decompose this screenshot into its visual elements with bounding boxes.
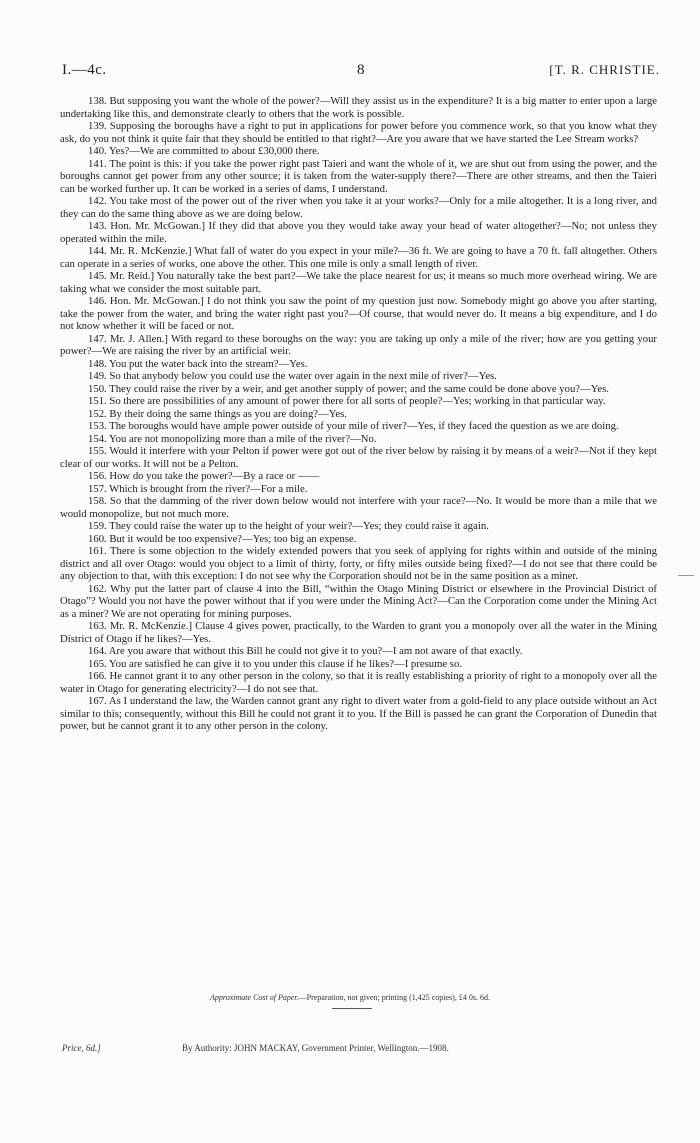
page-number: 8 (357, 62, 365, 78)
question-paragraph: 158. So that the damming of the river down below would not interfere with your race?—No. It would be more than a mile that we would monopolize, but not much more. (60, 495, 657, 520)
question-paragraph: 142. You take most of the power out of the river when you take it at your works?—Only for a mile altogether. It is a long river, and they can do the same thing above as we are doing below. (60, 195, 657, 220)
page-header (62, 62, 660, 82)
question-paragraph: 165. You are satisfied he can give it to you under this clause if he likes?—I presume so. (88, 657, 462, 670)
cost-note (0, 993, 700, 1002)
cost-text: —Preparation, not given; printing (1,425 copies), £4 0s. 6d. (298, 993, 490, 1002)
question-paragraph: 157. Which is brought from the river?—For a mile. (88, 482, 308, 495)
question-paragraph: 163. Mr. R. McKenzie.] Clause 4 gives power, practically, to the Warden to grant you a monopoly over all the water in the Mining District of Otago if he likes?—Yes. (60, 620, 657, 645)
question-paragraph: 167. As I understand the law, the Warden cannot grant any right to divert water from a gold-field to any place outside without an Act similar to this; consequently, without this Bill he could not grant it to you. If the Bill is passed he can grant the Corporation of Dunedin that power, but he cannot grant it to any other person in the colony. (60, 695, 657, 732)
printer-authority: By Authority: JOHN MACKAY, Government Printer, Wellington.—1908. (182, 1043, 449, 1053)
question-paragraph: 138. But supposing you want the whole of the power?—Will they assist us in the expenditure? It is a big matter to enter upon a large undertaking like this, and demonstrate clearly to others that the work is possible. (60, 95, 657, 120)
question-paragraph: 140. Yes?—We are committed to about £30,000 there. (88, 145, 320, 157)
question-paragraph: 139. Supposing the boroughs have a right to put in applications for power before you commence work, so that you know what they ask, do you not think it quite fair that they should be entitled to that right?—Are you aware that we have started the Lee Stream works? (60, 120, 657, 145)
question-paragraph: 148. You put the water back into the stream?—Yes. (88, 357, 308, 370)
question-paragraph: 151. So there are possibilities of any amount of power there for all sorts of people?—Yes; working in that particular way. (88, 395, 606, 407)
question-paragraph: 143. Hon. Mr. McGowan.] If they did that above you they would take away your head of water altogether?—No; not unless they operated within the mile. (60, 220, 657, 245)
question-paragraph: 154. You are not monopolizing more than a mile of the river?—No. (88, 432, 377, 445)
question-paragraph: 149. So that anybody below you could use the water over again in the next mile of river?—Yes. (88, 370, 497, 382)
question-paragraph: 164. Are you aware that without this Bill he could not give it to you?—I am not aware of that exactly. (88, 645, 523, 657)
question-paragraph: 166. He cannot grant it to any other person in the colony, so that it is really establishing a priority of right to a monopoly over all the water in Otago for generating electricity?—I do not see that. (60, 670, 657, 695)
margin-mark (678, 575, 694, 576)
question-paragraph: 160. But it would be too expensive?—Yes; too big an expense. (88, 532, 357, 545)
separator-rule (332, 1008, 372, 1009)
question-paragraph: 162. Why put the latter part of clause 4 into the Bill, “within the Otago Mining District or elsewhere in the Provincial District of Otago”? Would you not have the power without that if you were under the Mining Act?—Can the Corporation come under the Mining Act as a miner? We are not operating for mining purposes. (60, 582, 657, 620)
question-paragraph: 146. Hon. Mr. McGowan.] I do not think you saw the point of my question just now. Somebody might go above you after starting, take the power from the water, and bring the water right past you?—Of course, that would never do. It means a big expenditure, and I do not know whether it will be faced or not. (60, 295, 657, 332)
question-paragraph: 161. There is some objection to the widely extended powers that you seek of applying for rights within and outside of the mining district and all over Otago: would you object to a limit of thirty, forty, or fifty miles outside being fixed?—I do not see that there could be any objection to that, with this exception: I do not see why the Corporation should not be in the same position as a miner. (60, 545, 657, 582)
cost-label: Approximate Cost of Paper. (210, 993, 299, 1002)
witness-name: [T. R. CHRISTIE. (549, 62, 660, 77)
price: Price, 6d.] (62, 1043, 101, 1053)
question-paragraph: 145. Mr. Reid.] You naturally take the best part?—We take the place nearest for us; it means so much more overhead wiring. We are taking what we consider the most suitable part. (60, 270, 657, 295)
question-paragraph: 150. They could raise the river by a weir, and get another supply of power; and the same could be done above you?—Yes. (88, 382, 609, 395)
question-paragraph: 141. The point is this: if you take the power right past Taieri and want the whole of it, we are shut out from using the power, and the boroughs cannot get power from any other source; it is taken from the water-supply there?—There are other streams, and then the Taieri can be worked further up. It can be worked in a series of dams, I understand. (60, 157, 657, 195)
question-paragraph: 152. By their doing the same things as you are doing?—Yes. (88, 407, 347, 420)
question-paragraph: 147. Mr. J. Allen.] With regard to these boroughs on the way: you are taking up only a mile of the river; how are you getting your power?—We are raising the river by an artificial weir. (60, 332, 657, 357)
question-paragraph: 155. Would it interfere with your Pelton if power were got out of the river below by raising it by means of a weir?—Not if they kept clear of our works. It will not be a Pelton. (60, 445, 657, 470)
testimony-body (60, 95, 657, 733)
question-paragraph: 159. They could raise the water up to the height of your weir?—Yes; they could raise it again. (88, 520, 489, 532)
question-paragraph: 144. Mr. R. McKenzie.] What fall of water do you expect in your mile?—36 ft. We are going to have a 70 ft. fall altogether. Others can operate in a series of works, one above the other. This one mile is only a small length of river. (60, 245, 657, 270)
question-paragraph: 156. How do you take the power?—By a race or —— (88, 470, 320, 482)
document-reference: I.—4c. (62, 62, 107, 78)
question-paragraph: 153. The boroughs would have ample power outside of your mile of river?—Yes, if they faced the question as we are doing. (88, 420, 619, 432)
